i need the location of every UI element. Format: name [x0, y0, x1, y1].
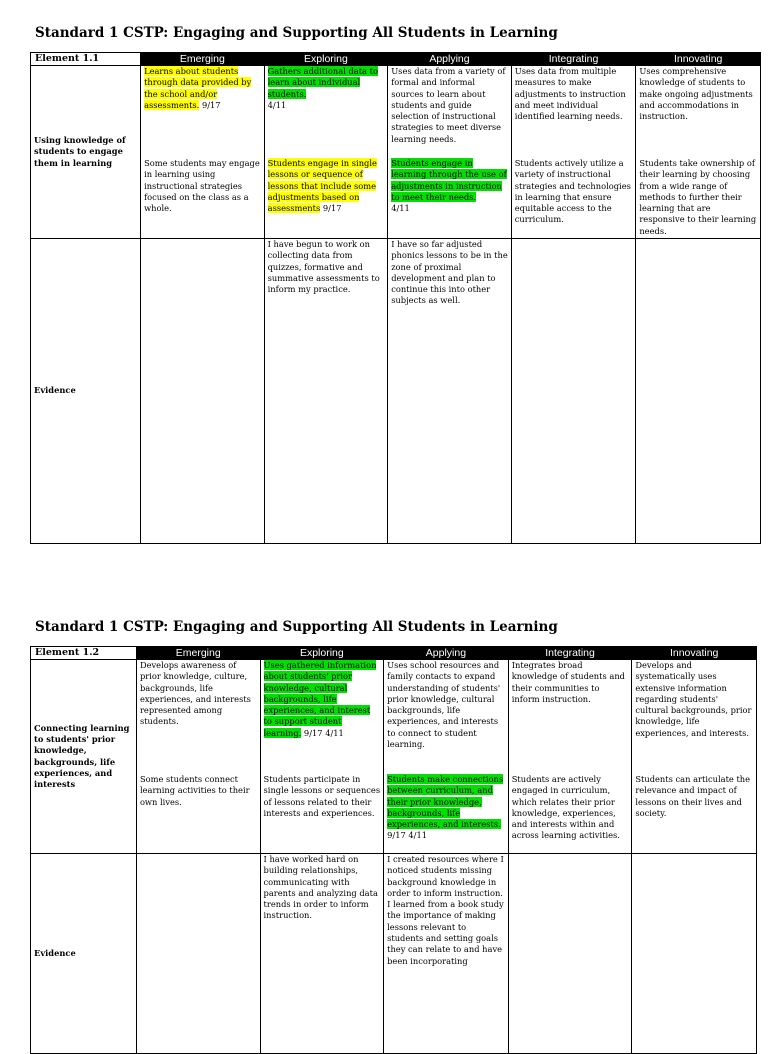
evidence-cell: [511, 239, 636, 544]
element-label: Element 1.2: [31, 647, 137, 660]
descriptor-cell: Learns about students through data provided by the school and/or assessments. 9/17 Some students may engage in learning using instructional strategies focused on the class as a whole.: [141, 66, 265, 239]
level-header-applying: Applying: [384, 647, 509, 660]
element-label: Element 1.1: [31, 53, 141, 66]
descriptor-cell: Uses gathered information about students' prior knowledge, cultural backgrounds, life experiences, and interest to support student learning. 9/17 4/11 Students participate in single lessons or sequences of lessons related to their interests and experiences.: [260, 660, 384, 854]
descriptor-cell: Develops awareness of prior knowledge, culture, backgrounds, life experiences, and interests represented among students. Some students connect learning activities to their own lives.: [136, 660, 260, 854]
row-label: Using knowledge of students to engage them in learning: [31, 66, 141, 239]
descriptor-cell: Uses data from multiple measures to make adjustments to instruction and meet individual identified learning needs. Students actively utilize a variety of instructional strategies and technologies in learning that ensure equitable access to the curriculum.: [511, 66, 636, 239]
descriptor-cell: Uses school resources and family contacts to expand understanding of students' prior knowledge, cultural backgrounds, life experiences, and interests to connect to student learning. Students make connections between curriculum, and their prior knowledge, backgrounds, life experiences, and interests. 9/17 4/11: [384, 660, 509, 854]
level-header-applying: Applying: [388, 53, 512, 66]
level-header-innovating: Innovating: [632, 647, 757, 660]
evidence-cell: I created resources where I noticed students missing background knowledge in order to inform instruction. I learned from a book study the importance of making lessons relevant to students and setting goals they can relate to and have been incorporating: [384, 854, 509, 1054]
evidence-cell: I have so far adjusted phonics lessons to be in the zone of proximal development and plan to continue this into other subjects as well.: [388, 239, 512, 544]
evidence-cell: I have worked hard on building relationships, communicating with parents and analyzing data trends in order to inform instruction.: [260, 854, 384, 1054]
level-header-emerging: Emerging: [136, 647, 260, 660]
rubric-table-1: [30, 52, 761, 544]
descriptor-cell: Gathers additional data to learn about individual students. 4/11 Students engage in single lessons or sequence of lessons that include some adjustments based on assessments 9/17: [264, 66, 388, 239]
evidence-label: Evidence: [31, 239, 141, 544]
descriptor-cell: Develops and systematically uses extensive information regarding students' cultural backgrounds, prior knowledge, life experiences, and interests. Students can articulate the relevance and impact of lessons on their lives and society.: [632, 660, 757, 854]
descriptor-cell: Uses comprehensive knowledge of students to make ongoing adjustments and accommodations in instruction. Students take ownership of their learning by choosing from a wide range of methods to further their learning that are responsive to their learning needs.: [636, 66, 761, 239]
section-2-title: Standard 1 CSTP: Engaging and Supporting All Students in Learning: [35, 619, 558, 635]
level-header-emerging: Emerging: [141, 53, 265, 66]
rubric-table-2: [30, 646, 757, 1054]
descriptor-cell: Uses data from a variety of formal and informal sources to learn about students and guide selection of instructional strategies to meet diverse learning needs. Students engage in learning through the use of adjustments in instruction to meet their needs. 4/11: [388, 66, 512, 239]
level-header-exploring: Exploring: [260, 647, 384, 660]
level-header-innovating: Innovating: [636, 53, 761, 66]
level-header-integrating: Integrating: [511, 53, 636, 66]
evidence-cell: [636, 239, 761, 544]
evidence-cell: [141, 239, 265, 544]
level-header-integrating: Integrating: [508, 647, 632, 660]
section-1-title: Standard 1 CSTP: Engaging and Supporting All Students in Learning: [35, 25, 558, 41]
evidence-cell: I have begun to work on collecting data from quizzes, formative and summative assessments to inform my practice.: [264, 239, 388, 544]
row-label: Connecting learning to students' prior knowledge, backgrounds, life experiences, and interests: [31, 660, 137, 854]
level-header-exploring: Exploring: [264, 53, 388, 66]
descriptor-cell: Integrates broad knowledge of students and their communities to inform instruction. Students are actively engaged in curriculum, which relates their prior knowledge, experiences, and interests within and across learning activities.: [508, 660, 632, 854]
evidence-label: Evidence: [31, 854, 137, 1054]
